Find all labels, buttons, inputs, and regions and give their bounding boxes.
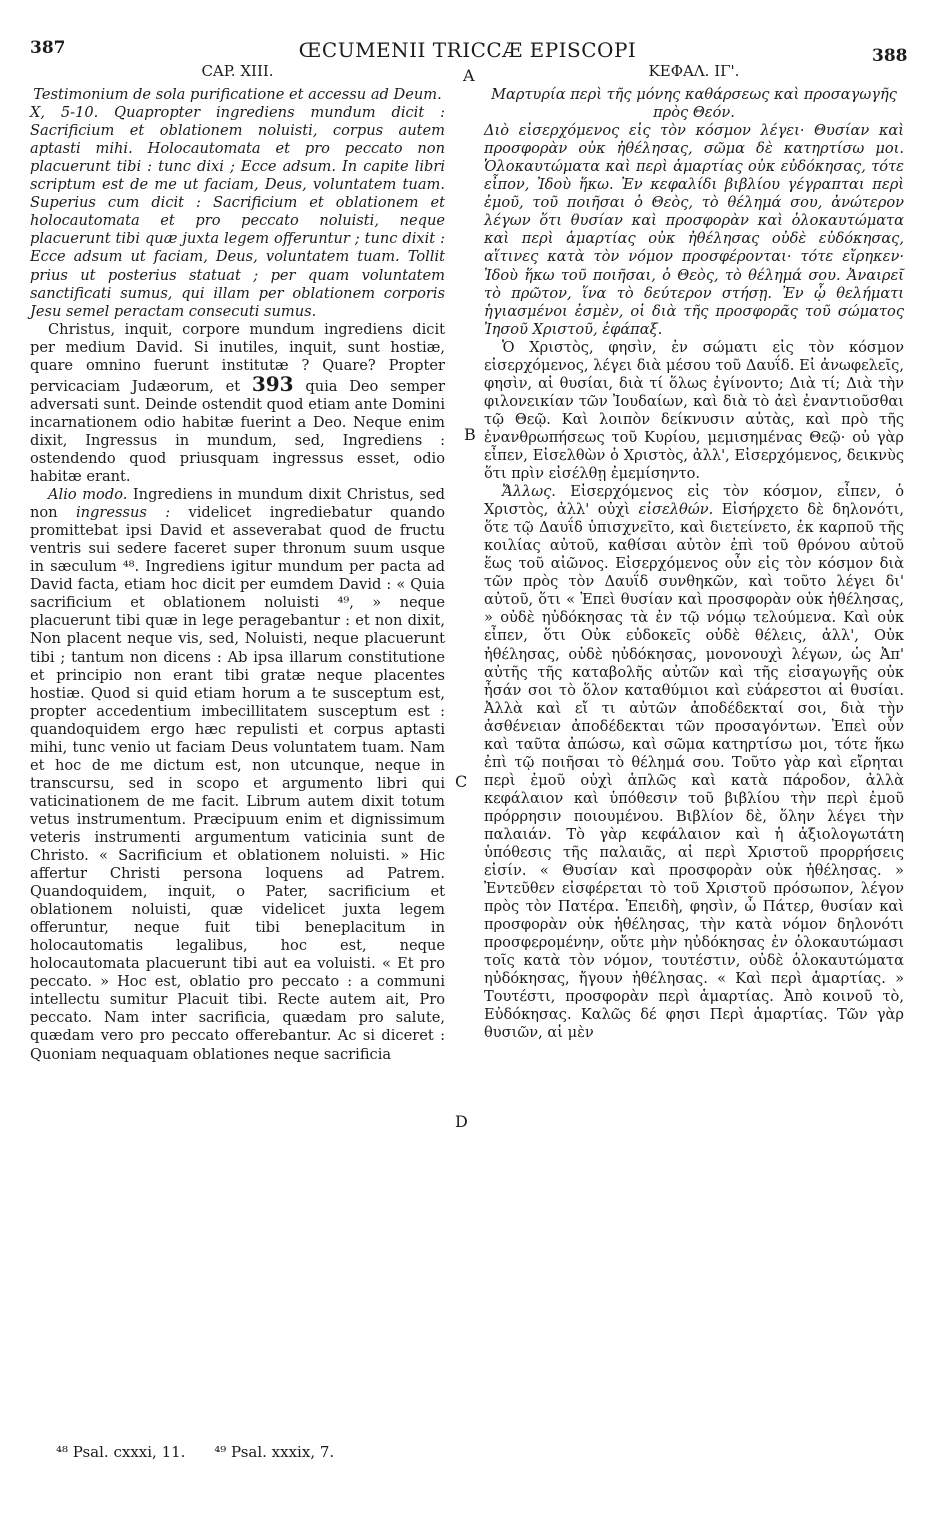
commentary-text: Εἰσήρχετο δὲ δηλονότι, ὅτε τῷ Δαυΐδ ὑπισχνεῖτο, καὶ διετείνετο, ἐκ καρποῦ τῆς κοιλίας αὐτοῦ, καθίσαι αὐτὸν ἐπὶ τοῦ θρόνου αὐτοῦ ἕως τοῦ αἰῶνος. Εἰσερχόμενος οὖν εἰς τὸν κόσμον διὰ τῶν πρὸς τὸν Δαυΐδ συνθηκῶν, καὶ τοῦτο λέγει δι' αὐτοῦ, ὅτι « Ἐπεὶ θυσίαν καὶ προσφορὰν οὐκ ἠθέλησας, » οὐδὲ ηὐδόκησας τὰ ἐν τῷ νόμῳ τελούμενα. Καὶ οὐκ εἶπεν, ὅτι Οὐκ εὐδοκεῖς οὐδὲ θέλεις, ἀλλ', Οὐκ ἠθέλησας, οὐδὲ ηὐδόκησας, μονονουχὶ λέγων, ὡς Ἀπ' αὐτῆς τῆς καταβολῆς αὐτῶν καὶ τῆς εἰσαγωγῆς οὐκ ἦσάν σοι τὸ ὅλον καταθύμιοι καὶ εὐάρεστοι αἱ θυσίαι. Ἀλλὰ καὶ εἴ τι αὐτῶν ἀποδέδεκταί σοι, διὰ τὴν ἀσθένειαν ἀποδέδεκται τῶν προσαγόντων. Ἐπεὶ οὖν καὶ ταῦτα ἀπώσω, καὶ σῶμα κατηρτίσω μοι, τότε ἥκω ἐπὶ τῷ ποιῆσαι τὸ θέλημά σου. Τοῦτο γὰρ καὶ εἴρηται περὶ ἐμοῦ οὐχὶ ἁπλῶς καὶ κατὰ πάροδον, ἀλλὰ κεφάλαιον καὶ ὑπόθεσιν τοῦ βιβλίου τὴν περὶ ἐμοῦ πρόρρησιν ποιουμένου. Βιβλίον δὲ, ὅλην λέγει τὴν παλαιάν. Τὸ γὰρ κεφάλαιον καὶ ἡ ἀξιολογωτάτη ὑπόθεσις τῆς παλαιᾶς, αἱ περὶ Χριστοῦ προρρήσεις εἰσίν. « Θυσίαν καὶ προσφορὰν οὐκ ἠθέλησας. » Ἐντεῦθεν εἰσφέρεται τὸ τοῦ Χριστοῦ πρόσωπον, λέγον πρὸς τὸν Πατέρα. Ἐπειδὴ, φησὶν, ὦ Πάτερ, θυσίαν καὶ προσφορὰν οὐκ ἠθέλησας, τὴν κατὰ νόμον δηλονότι προσφερομένην, οὔτε μὴν ηὐδόκησας ἐν ὁλοκαυτώμασι τοῖς κατὰ τὸν νόμον, τουτέστιν, οὐδὲ ὁλοκαυτώματα ηὐδόκησας, ἤγουν ἠθέλησας. « Καὶ περὶ ἁμαρτίας. » Τουτέστι, προσφορὰν περὶ ἁμαρτίας. Ἀπὸ κοινοῦ τὸ, Εὐδόκησας. Καλῶς δέ φησι Περὶ ἁμαρτίας. Τῶν γὰρ θυσιῶν, αἱ μὲν [484, 501, 904, 1042]
section-letter-b: B [464, 425, 476, 444]
scripture-lemma-latin: X, 5-10. Quapropter ingrediens mundum dicit : Sacrificium et oblationem noluisti, corpus autem aptasti mihi. Holocautomata et pro peccato non placuerunt tibi : tunc dixi ; Ecce adsum. In capite libri scriptum est de me ut faciam, Deus, voluntatem tuam. Superius cum dicit : Sacrificium et oblationem et holocautomata et pro peccato noluisti, neque placuerunt tibi quæ juxta legem offeruntur ; tunc dixit : Ecce adsum ut faciam, Deus, voluntatem tuam. Tollit prius ut posterius statuat ; per quam voluntatem sanctificati sumus, qui illam per oblationem corporis Jesu semel peractam consecuti sumus. [30, 104, 445, 320]
allos-label: Ἄλλως. [502, 483, 556, 501]
ingressus-word: ingressus : [75, 504, 171, 522]
greek-column [484, 62, 904, 1043]
section-letter-c: C [455, 772, 468, 791]
column-number: 393 [251, 371, 294, 396]
footnotes [56, 1443, 358, 1461]
commentary-text: videlicet ingrediebatur quando promittebat ipsi David et asseverabat quod de fructu ventris sui sedere faceret super thronum suum usque in sæculum ⁴⁸. Ingrediens igitur mundum per pacta ad David facta, etiam hoc dicit per eumdem David : « Quia sacrificium et oblationem noluisti ⁴⁹, » neque placuerunt tibi quæ in lege peragebantur : et non dixit, Non placent neque vis, sed, Noluisti, neque placuerunt tibi ; tantum non dicens : Ab ipsa illarum constitutione et principio non erant tibi gratæ neque placentes hostiæ. Quod si quid etiam horum a te susceptum est, propter accedentium imbecillitatem susceptum est : quandoquidem ergo hæc repulisti et corpus aptasti mihi, tunc venio ut faciam Deus voluntatem tuam. Nam et hoc de me dictum est, non utcunque, neque in transcursu, sed in scopo et argumento libri qui vaticinationem de me facit. Librum autem dixit totum vetus instrumentum. Præcipuum enim et dignissimum veteris instrumenti argumentum vaticinia sunt de Christo. « Sacrificium et oblationem noluisti. » Hic affertur Christi persona loquens ad Patrem. Quandoquidem, inquit, o Pater, sacrificium et oblationem noluisti, quæ videlicet juxta legem offeruntur, neque fuit tibi beneplacitum in holocautomatis legalibus, hoc est, neque holocautomata placuerunt tibi aut ea voluisti. « Et pro peccato. » Hoc est, oblatio pro peccato : a communi intellectu sumitur Placuit tibi. Recte autem ait, Pro peccato. Nam inter sacrificia, quædam pro salute, quædam vero pro peccato offerebantur. Ac si diceret : Quoniam nequaquam oblationes neque sacrificia [30, 504, 446, 1063]
alio-modo-label: Alio modo. [48, 486, 128, 504]
commentary-text: Ingrediens in mundum dixit Christus, sed non [30, 486, 445, 522]
chapter-subtitle-greek: Μαρτυρία περὶ τῆς μόνης καθάρσεως καὶ προσαγωγῆς πρὸς Θεόν. [491, 86, 897, 122]
running-title: ŒCUMENII TRICCÆ EPISCOPI [298, 38, 637, 62]
chapter-subtitle-latin: Testimonium de sola purificatione et accessu ad Deum. [33, 86, 442, 104]
commentary-paragraph: Ὁ Χριστὸς, φησὶν, ἐν σώματι εἰς τὸν κόσμον εἰσερχόμενος, λέγει διὰ μέσου τοῦ Δαυΐδ. Εἰ ἀνωφελεῖς, φησὶν, αἱ θυσίαι, διὰ τί ὅλως ἐγίνοντο; Διὰ τί; Διὰ τὴν φιλονεικίαν τῶν Ἰουδαίων, καὶ διὰ τὸ ἀεὶ ἐναντιοῦσθαι τῷ Θεῷ. Καὶ λοιπὸν δείκνυσιν αὐτὰς, καὶ πρὸ τῆς ἐνανθρωπήσεως τοῦ Κυρίου, μεμισημένας Θεῷ· οὐ γὰρ εἶπεν, Εἰσελθὼν ὁ Χριστὸς, ἀλλ', Εἰσερχόμενος, δεικνὺς ὅτι πρὶν εἰσέλθῃ ἐμεμίσηντο. [484, 338, 904, 483]
footnote: ⁴⁹ Psal. xxxix, 7. [214, 1443, 335, 1461]
chapter-heading-greek: ΚΕΦΑΛ. ΙΓ'. [648, 62, 740, 80]
commentary-text: Christus, inquit, corpore mundum ingrediens dicit per medium David. Si inutiles, inquit, sunt hostiæ, quare omnino fuerunt institutæ ? Quare? Propter pervicaciam Judæorum, et [30, 320, 445, 395]
footnote: ⁴⁸ Psal. cxxxi, 11. [56, 1443, 186, 1461]
scripture-lemma-greek: Διὸ εἰσερχόμενος εἰς τὸν κόσμον λέγει· Θυσίαν καὶ προσφορὰν οὐκ ἠθέλησας, σῶμα δὲ κατηρτίσω μοι. Ὁλοκαυτώματα καὶ περὶ ἁμαρτίας οὐκ εὐδόκησας, τότε εἶπον, Ἰδοὺ ἥκω. Ἐν κεφαλίδι βιβλίου γέγραπται περὶ ἐμοῦ, τοῦ ποιῆσαι ὁ Θεὸς, τὸ θέλημά σου, ἀνώτερον λέγων ὅτι θυσίαν καὶ προσφορὰν καὶ ὁλοκαυτώματα καὶ περὶ ἁμαρτίας οὐκ ἠθέλησας οὐδὲ εὐδόκησας, αἵτινες κατὰ τὸν νόμον προσφέρονται· τότε εἴρηκεν· Ἰδοὺ ἥκω τοῦ ποιῆσαι, ὁ Θεὸς, τὸ θέλημά σου. Ἀναιρεῖ τὸ πρῶτον, ἵνα τὸ δεύτερον στήσῃ. Ἐν ᾧ θελήματι ἡγιασμένοι ἐσμὲν, οἱ διὰ τῆς προσφορᾶς τοῦ σώματος Ἰησοῦ Χριστοῦ, ἐφάπαξ. [484, 122, 904, 338]
page-number-right: 388 [872, 46, 908, 66]
commentary-text: quia Deo semper adversati sunt. Deinde ostendit quod etiam ante Domini incarnationem odio habitæ fuerint a Deo. Neque enim dixit, Ingressus in mundum, sed, Ingrediens : ostendendo quod priusquam ingressus esset, odio habitæ erant. [30, 377, 446, 486]
section-letter-a: A [463, 66, 475, 85]
chapter-heading-latin: CAP. XIII. [201, 62, 274, 80]
commentary-text: Εἰσερχόμενος εἰς τὸν κόσμον, εἶπεν, ὁ Χριστὸς, ἀλλ' οὐχὶ [484, 483, 905, 519]
commentary-paragraph [30, 321, 445, 486]
section-letter-d: D [455, 1112, 468, 1131]
commentary-paragraph [484, 483, 904, 1042]
page-number-left: 387 [30, 38, 66, 58]
latin-column [30, 62, 445, 1064]
eiselthon-word: εἰσελθών. [638, 501, 714, 519]
commentary-paragraph [30, 486, 445, 1064]
